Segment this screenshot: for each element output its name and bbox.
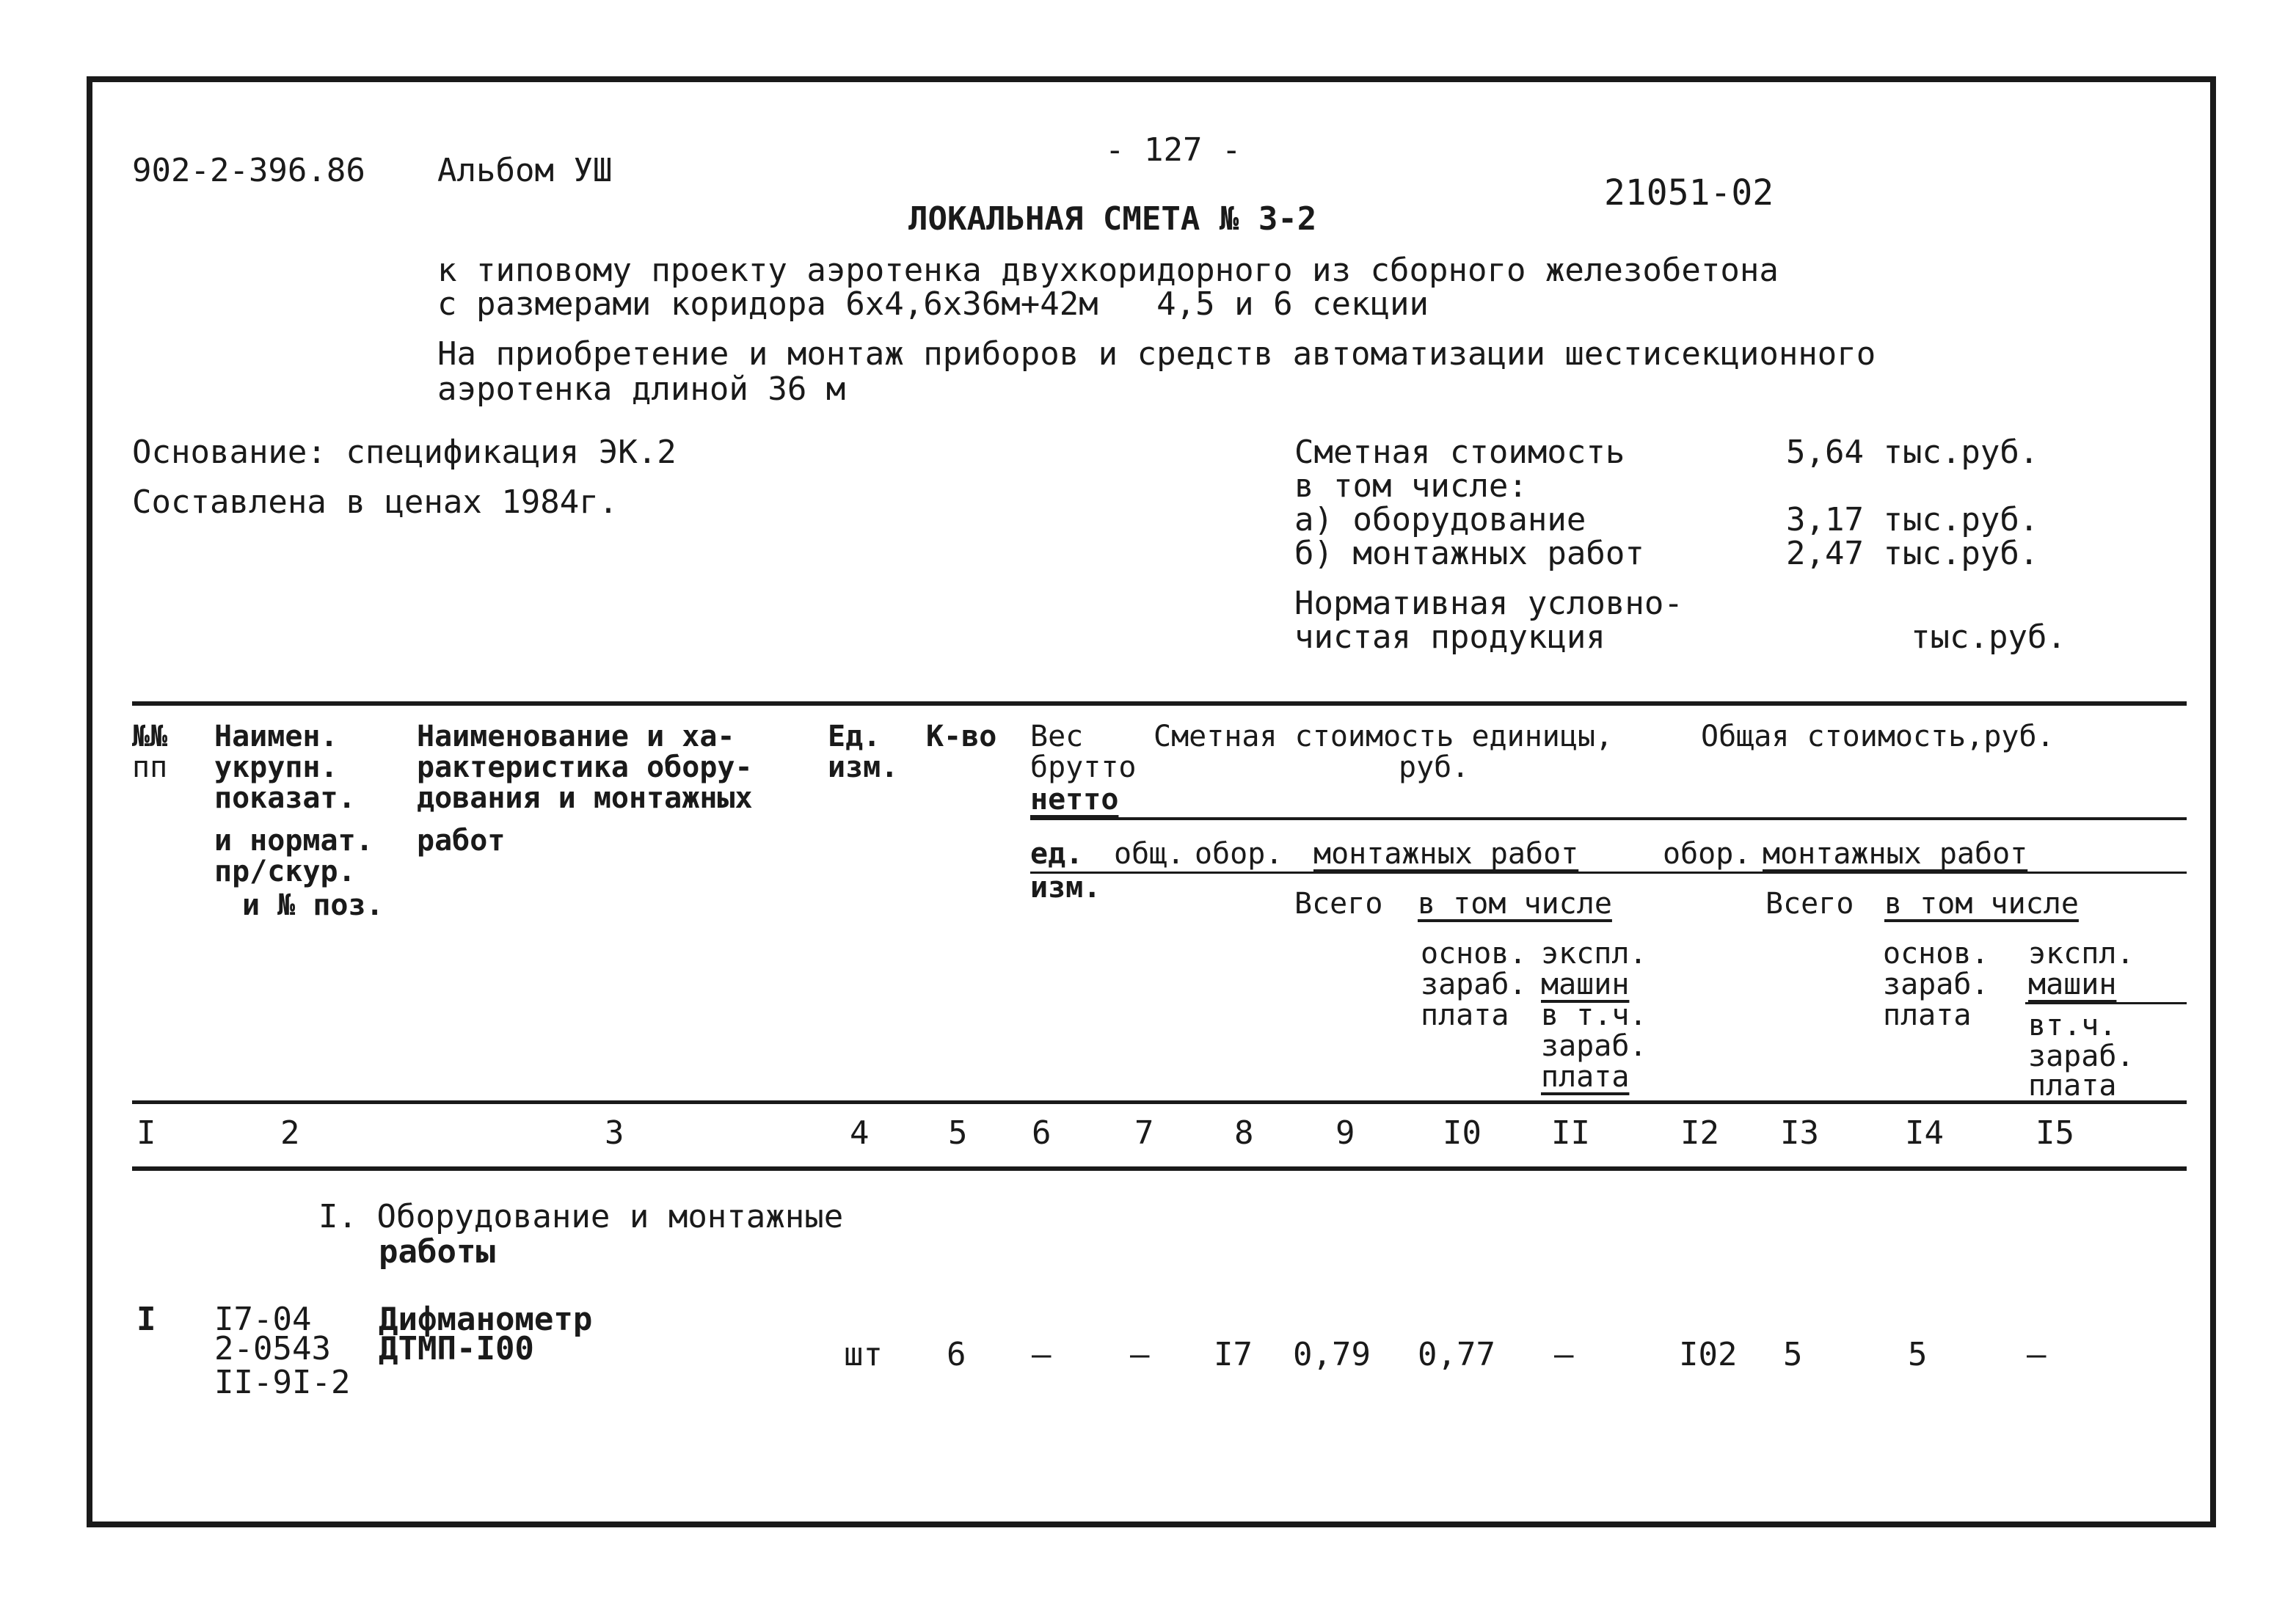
section-title-line1: I. Оборудование и монтажные: [318, 1198, 844, 1235]
header-per-unit-line1: ед.: [1030, 837, 1084, 871]
header-total-cost-title: Общая стоимость,руб.: [1701, 720, 2055, 753]
cost-including-label: в том числе:: [1294, 467, 1528, 505]
header-unit-cost-title: Сметная стоимость единицы,: [1154, 720, 1614, 753]
row1-total-install: 5: [1783, 1336, 1803, 1373]
header-col4-line1: Ед.: [828, 720, 881, 753]
row1-name-line2: ДТМП-I00: [379, 1330, 534, 1367]
column-number-8: 8: [1234, 1114, 1254, 1152]
header-machines-l1: экспл.: [1541, 937, 1647, 971]
header-including: в том числе: [1418, 887, 1612, 921]
row1-weight-total: –: [1130, 1336, 1150, 1373]
column-number-9: 9: [1335, 1114, 1355, 1152]
column-number-14: I4: [1905, 1114, 1944, 1152]
row1-weight-unit: –: [1032, 1336, 1052, 1373]
column-number-5: 5: [948, 1114, 968, 1152]
row1-basic-wage: 0,77: [1418, 1336, 1495, 1373]
header-equipment-2: обор.: [1663, 837, 1752, 871]
header-machines-l4: зараб.: [1541, 1029, 1647, 1063]
row1-code-line2: 2-0543: [214, 1330, 331, 1367]
page-number: - 127 -: [1105, 131, 1242, 169]
row1-number: I: [136, 1301, 156, 1338]
header-install-works: монтажных работ: [1313, 837, 1579, 871]
row1-quantity: 6: [947, 1336, 966, 1373]
header-total-weight: общ.: [1114, 837, 1185, 871]
basis-prices: Составлена в ценах 1984г.: [132, 483, 619, 521]
header-machines2-l1: экспл.: [2028, 937, 2135, 971]
cost-total-value: 5,64 тыс.руб.: [1786, 434, 2039, 471]
row1-equipment-cost: I7: [1214, 1336, 1253, 1373]
header-col3-line2: рактеристика обору-: [417, 750, 753, 784]
album-label: Альбом УШ: [437, 152, 613, 189]
row1-code-line1: I7-04: [214, 1301, 312, 1338]
header-rule-mid: [1030, 872, 2187, 874]
header-rule-machines: [2025, 1002, 2187, 1004]
header-bottom-rule: [132, 1100, 2187, 1104]
header-col1-line1: №№: [132, 720, 168, 753]
header-col3-line4: работ: [417, 824, 506, 858]
row1-total-equipment: I02: [1679, 1336, 1738, 1373]
cost-equipment-label: а) оборудование: [1294, 501, 1586, 538]
column-numbers-rule: [132, 1166, 2187, 1171]
column-number-6: 6: [1032, 1114, 1052, 1152]
subject-line-4: аэротенка длиной 36 м: [437, 370, 846, 408]
header-total: Всего: [1294, 887, 1383, 921]
normative-label-2: чистая продукция: [1294, 618, 1606, 656]
header-col4-line2: изм.: [828, 750, 899, 784]
normative-value: тыс.руб.: [1911, 618, 2066, 656]
section-title-line2: работы: [379, 1233, 495, 1271]
document-stamp: 21051-02: [1604, 172, 1774, 213]
cost-equipment-value: 3,17 тыс.руб.: [1786, 501, 2039, 538]
column-number-3: 3: [605, 1114, 624, 1152]
document-code: 902-2-396.86: [132, 152, 365, 189]
header-col2-line6: и № поз.: [242, 888, 384, 922]
header-machines2-l4: зараб.: [2028, 1040, 2135, 1073]
row1-install-total: 0,79: [1293, 1336, 1371, 1373]
header-equipment: обор.: [1195, 837, 1283, 871]
column-number-11: II: [1551, 1114, 1590, 1152]
header-per-unit-line2: изм.: [1030, 871, 1101, 905]
header-unit-cost-rub: руб.: [1399, 750, 1470, 784]
header-col2-line5: пр/скур.: [214, 855, 356, 888]
header-weight-line3: нетто: [1030, 783, 1119, 817]
header-col2-line3: показат.: [214, 781, 356, 815]
column-number-1: I: [136, 1114, 156, 1152]
header-col1-line2: пп: [132, 750, 168, 784]
cost-total-label: Сметная стоимость: [1294, 434, 1625, 471]
header-machines2-l5: плата: [2028, 1069, 2117, 1103]
row1-total-machines: –: [2027, 1336, 2047, 1373]
column-number-12: I2: [1680, 1114, 1719, 1152]
column-number-13: I3: [1780, 1114, 1819, 1152]
header-weight-line2: брутто: [1030, 750, 1137, 784]
row1-machines: –: [1554, 1336, 1574, 1373]
column-number-15: I5: [2036, 1114, 2074, 1152]
column-number-2: 2: [280, 1114, 300, 1152]
row1-unit: шт: [844, 1336, 883, 1373]
header-col2-line1: Наимен.: [214, 720, 338, 753]
header-weight-line1: Вес: [1030, 720, 1084, 753]
subject-line-2: с размерами коридора 6х4,6х36м+42м 4,5 и 6 секции: [437, 285, 1429, 323]
header-col5: К-во: [926, 720, 997, 753]
header-rule-cost: [1030, 817, 2187, 820]
header-basic-wage-l2: зараб.: [1421, 968, 1527, 1001]
subject-line-1: к типовому проекту аэротенка двухкоридорного из сборного железобетона: [437, 252, 1779, 289]
normative-label-1: Нормативная условно-: [1294, 585, 1683, 622]
header-basic-wage-l3: плата: [1421, 998, 1509, 1032]
header-machines2-l2: машин: [2028, 968, 2117, 1001]
header-machines-l5: плата: [1541, 1060, 1630, 1094]
row1-name-line1: Дифманометр: [379, 1301, 593, 1338]
header-basic-wage2-l1: основ.: [1883, 937, 1989, 971]
cost-installation-value: 2,47 тыс.руб.: [1786, 535, 2039, 572]
header-machines2-l3: вт.ч.: [2028, 1009, 2117, 1042]
header-including-2: в том числе: [1884, 887, 2079, 921]
row1-code-line3: II-9I-2: [214, 1364, 351, 1401]
cost-installation-label: б) монтажных работ: [1294, 535, 1644, 572]
document-title: ЛОКАЛЬНАЯ СМЕТА № 3-2: [908, 200, 1317, 238]
basis-foundation: Основание: спецификация ЭК.2: [132, 434, 677, 471]
column-number-10: I0: [1443, 1114, 1482, 1152]
header-basic-wage-l1: основ.: [1421, 937, 1527, 971]
header-col2-line4: и нормат.: [214, 824, 373, 858]
header-col3-line1: Наименование и ха-: [417, 720, 735, 753]
header-install-works-2: монтажных работ: [1763, 837, 2028, 871]
header-total-2: Всего: [1765, 887, 1854, 921]
header-machines-l2: машин: [1541, 968, 1630, 1001]
header-col2-line2: укрупн.: [214, 750, 338, 784]
column-number-4: 4: [850, 1114, 870, 1152]
row1-total-basic-wage: 5: [1908, 1336, 1928, 1373]
header-machines-l3: в т.ч.: [1541, 998, 1647, 1032]
header-basic-wage2-l2: зараб.: [1883, 968, 1989, 1001]
header-col3-line3: дования и монтажных: [417, 781, 753, 815]
header-basic-wage2-l3: плата: [1883, 998, 1972, 1032]
column-number-7: 7: [1134, 1114, 1154, 1152]
table-top-rule: [132, 701, 2187, 706]
subject-line-3: На приобретение и монтаж приборов и средств автоматизации шестисекционного: [437, 335, 1876, 373]
